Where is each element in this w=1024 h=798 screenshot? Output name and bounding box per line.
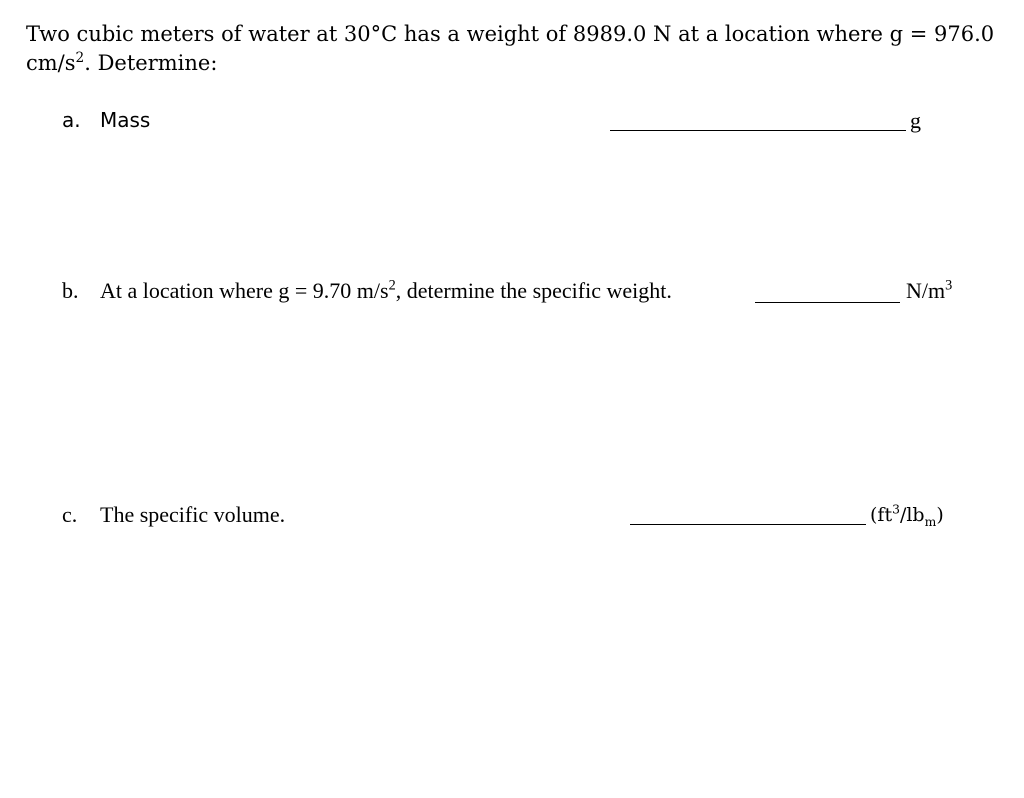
part-b-question-suffix: , determine the specific weight. [395, 278, 672, 303]
problem-line-2-prefix: cm/s [26, 51, 76, 75]
part-c-unit-superscript: 3 [892, 502, 900, 517]
part-b-unit-prefix: N/m [906, 278, 946, 303]
part-b-unit [906, 278, 952, 304]
problem-statement [26, 20, 1006, 78]
part-c-unit-subscript: m [924, 514, 937, 529]
part-c-unit-mid: /lb [899, 504, 925, 526]
part-b-marker: b. [62, 278, 79, 303]
problem-line-1: Two cubic meters of water at 30°C has a weight of 8989.0 N at a location where g = 976.0 [26, 22, 995, 46]
part-c-unit-close: ) [936, 504, 944, 526]
part-a-question: Mass [100, 108, 151, 132]
part-c-marker: c. [62, 502, 78, 527]
part-a-unit: g [910, 108, 921, 133]
part-c-unit-open: (ft [870, 504, 893, 526]
problem-line-2-superscript: 2 [75, 50, 85, 66]
part-a-answer-blank[interactable] [610, 130, 906, 131]
problem-line-2-suffix: . Determine: [84, 51, 218, 75]
part-c-unit [870, 502, 944, 529]
part-b-answer-blank[interactable] [755, 302, 900, 303]
part-b-unit-superscript: 3 [945, 277, 953, 294]
part-c-question: The specific volume. [100, 502, 286, 527]
part-b-question [100, 278, 672, 304]
part-b-question-superscript: 2 [388, 277, 396, 294]
part-a-marker: a. [62, 108, 81, 132]
part-b-question-prefix: At a location where g = 9.70 m/s [100, 278, 389, 303]
part-c-answer-blank[interactable] [630, 524, 866, 525]
